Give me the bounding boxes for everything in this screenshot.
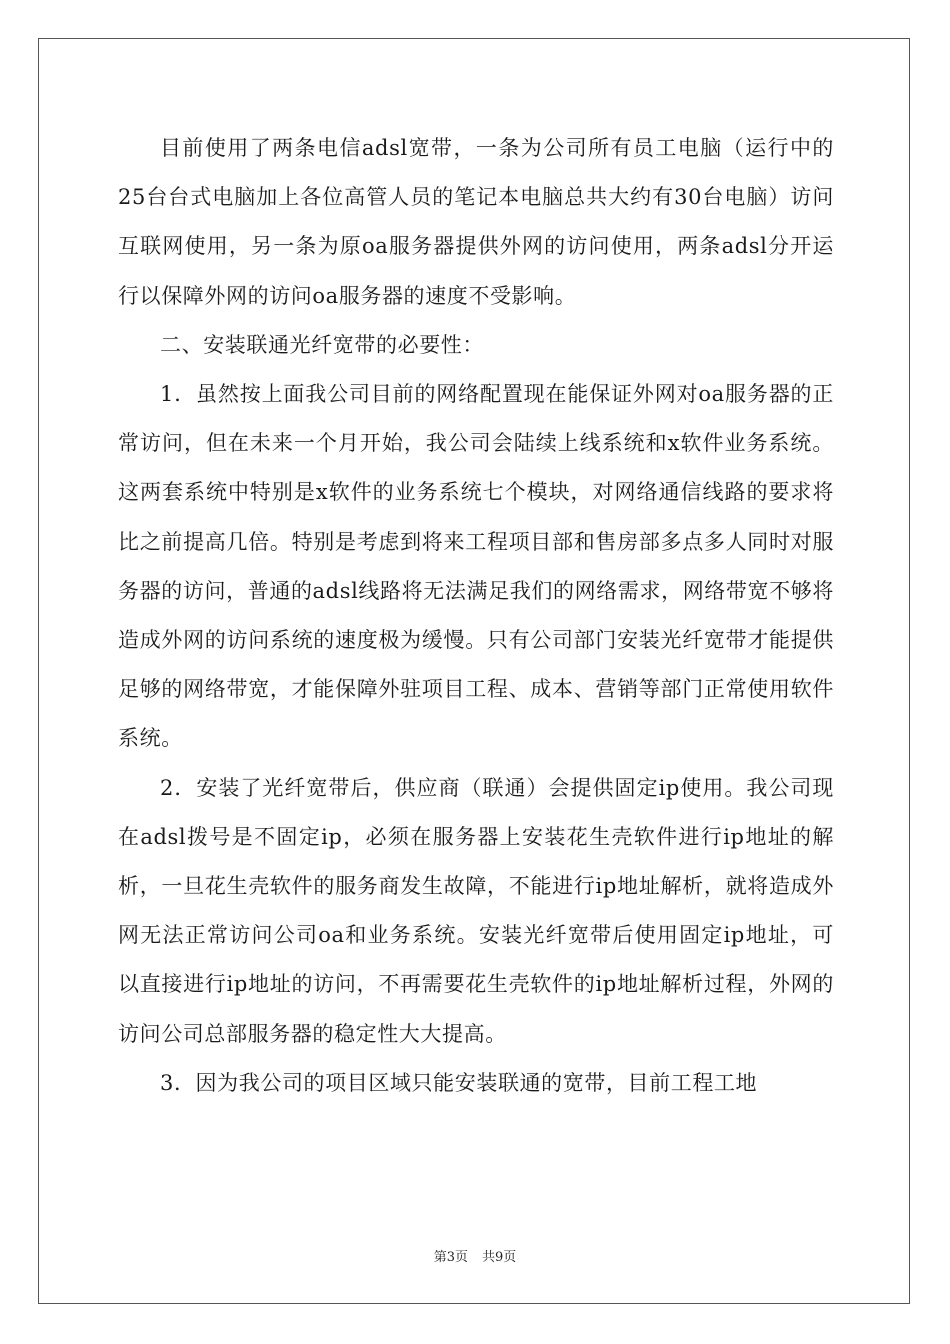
paragraph-1: 目前使用了两条电信adsl宽带，一条为公司所有员工电脑（运行中的25台台式电脑加上各位高管人员的笔记本电脑总共大约有30台电脑）访问互联网使用，另一条为原oa服务器提供外网的访问使用，两条adsl分开运行以保障外网的访问oa服务器的速度不受影响。 [118,136,834,308]
section-heading: 二、安装联通光纤宽带的必要性： [160,332,484,357]
paragraph-point-1: 1．虽然按上面我公司目前的网络配置现在能保证外网对oa服务器的正常访问，但在未来一个月开始，我公司会陆续上线系统和x软件业务系统。这两套系统中特别是x软件的业务系统七个模块，对网络通信线路的要求将比之前提高几倍。特别是考虑到将来工程项目部和售房部多点多人同时对服务器的访问，普通的adsl线路将无法满足我们的网络需求，网络带宽不够将造成外网的访问系统的速度极为缓慢。只有公司部门安装光纤宽带才能提供足够的网络带宽，才能保障外驻项目工程、成本、营销等部门正常使用软件系统。 [118,382,834,751]
document-body [118,124,834,1108]
paragraph-point-3: 3．因为我公司的项目区域只能安装联通的宽带，目前工程工地 [160,1070,758,1095]
page-total: 共9页 [482,1250,517,1265]
page-number: 第3页 [433,1250,468,1265]
page-footer [0,1246,950,1265]
paragraph-point-2: 2．安装了光纤宽带后，供应商（联通）会提供固定ip使用。我公司现在adsl拨号是不固定ip，必须在服务器上安装花生壳软件进行ip地址的解析，一旦花生壳软件的服务商发生故障，不能进行ip地址解析，就将造成外网无法正常访问公司oa和业务系统。安装光纤宽带后使用固定ip地址，可以直接进行ip地址的访问，不再需要花生壳软件的ip地址解析过程，外网的访问公司总部服务器的稳定性大大提高。 [118,775,834,1046]
